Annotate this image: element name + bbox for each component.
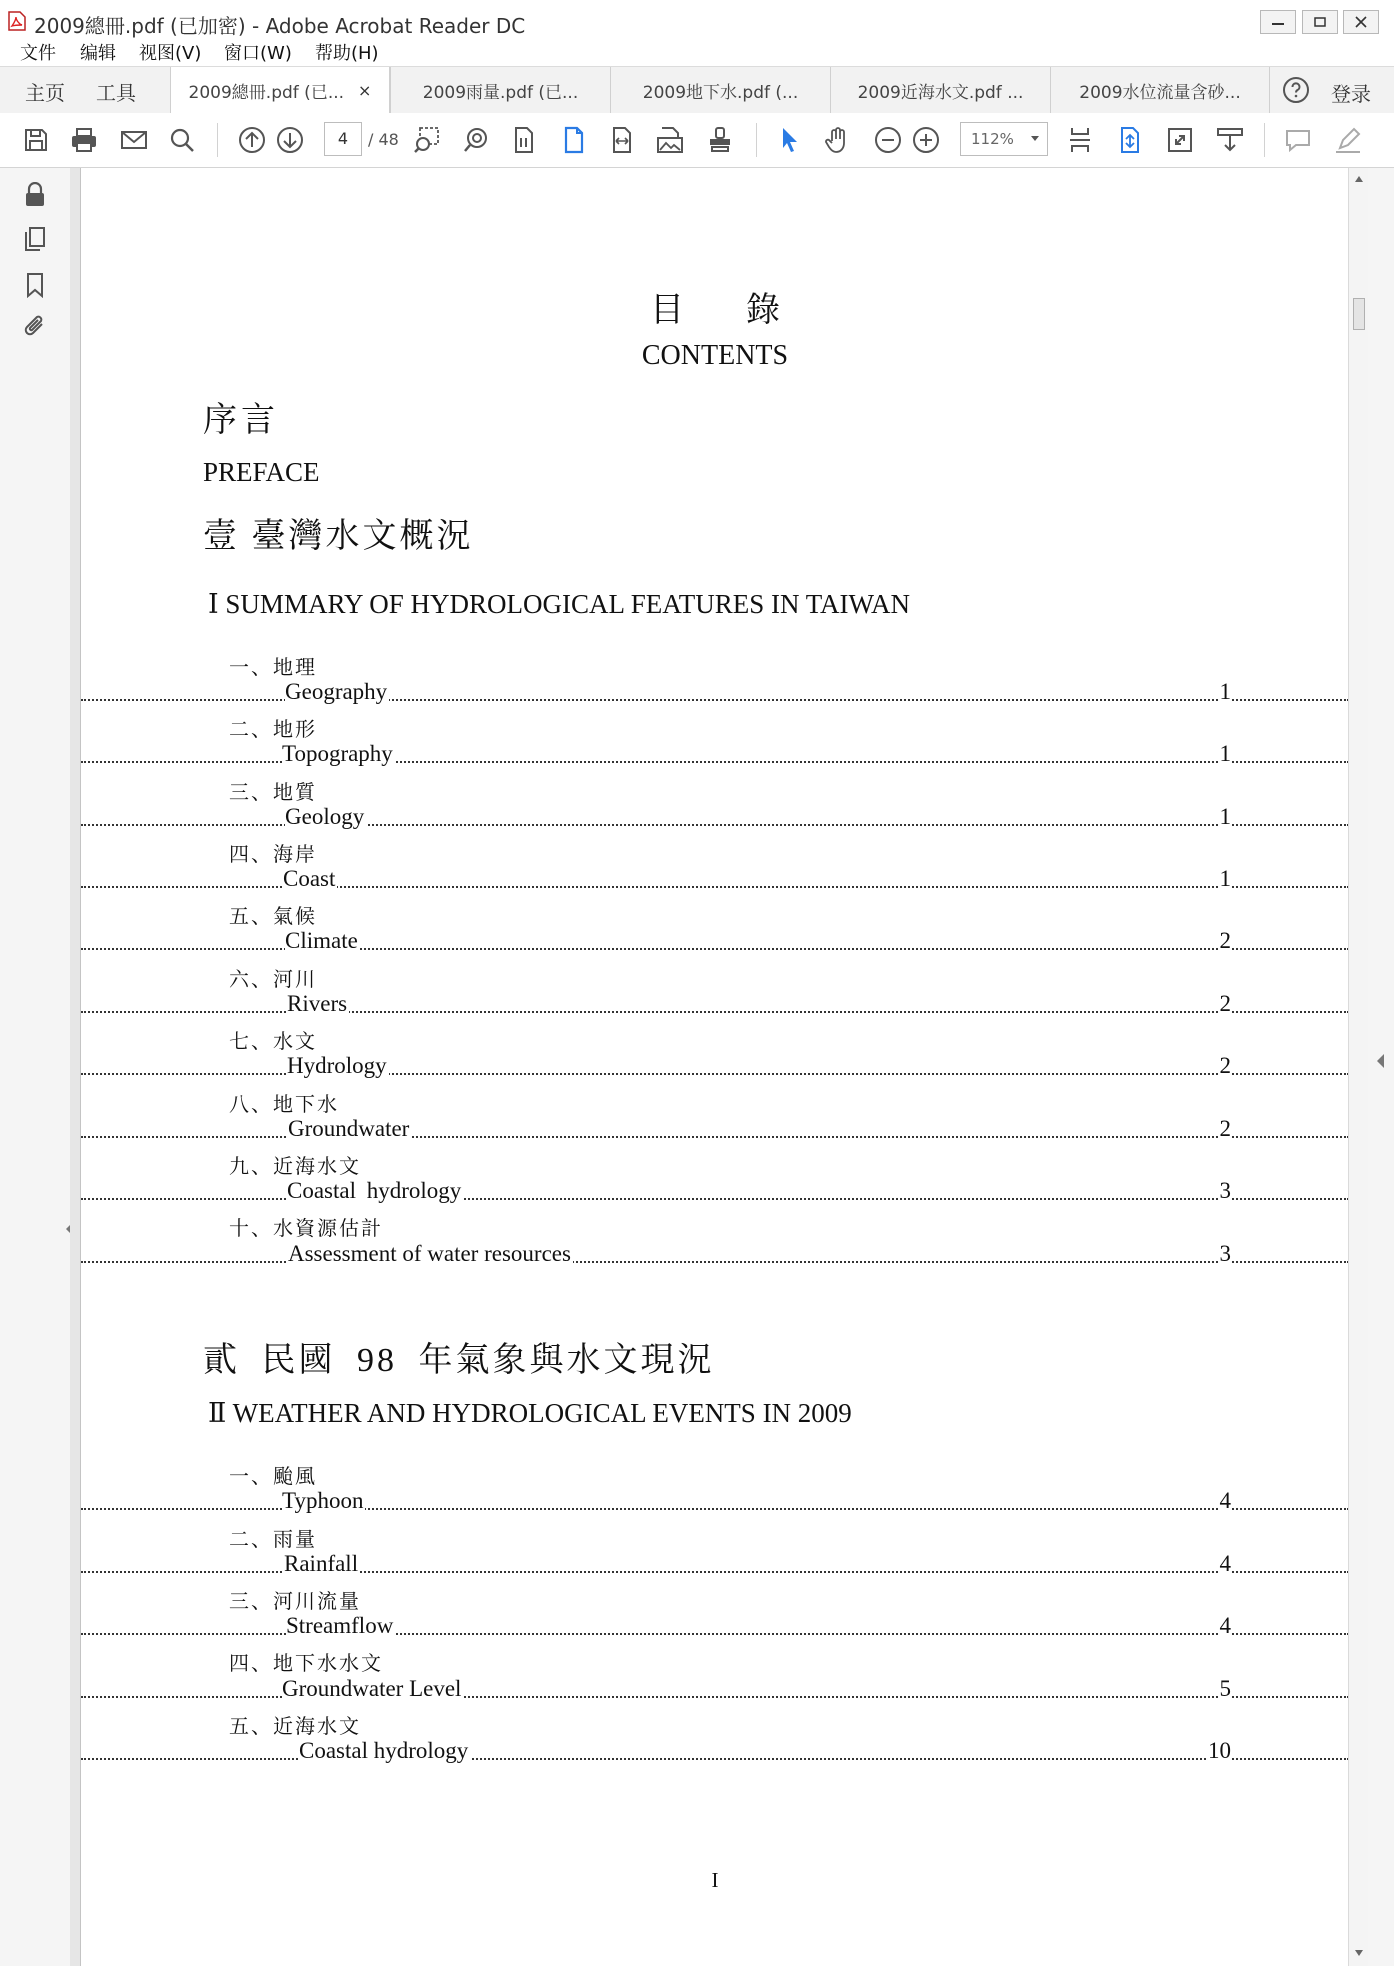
tab-bar	[0, 66, 1394, 114]
toc-item[interactable]	[81, 804, 1349, 834]
toolbar	[0, 113, 1394, 168]
section2-title-english: Ⅱ WEATHER AND HYDROLOGICAL EVENTS IN 2009	[208, 1398, 852, 1428]
toc-item[interactable]	[81, 991, 1349, 1021]
menu-view[interactable]: 视图(V)	[139, 43, 202, 64]
page-layout-icon[interactable]	[1066, 126, 1094, 154]
zoom-select[interactable]	[960, 122, 1048, 156]
comment-icon[interactable]	[1284, 126, 1312, 154]
toc-item-chinese: 四、地下水水文	[229, 1653, 383, 1675]
toc-item-chinese: 三、河川流量	[229, 1591, 361, 1613]
toc-item-page: 3	[1219, 1241, 1231, 1266]
previous-page-icon[interactable]	[238, 126, 266, 154]
left-rail	[0, 168, 71, 1966]
tab-document-4[interactable]	[830, 67, 1050, 113]
highlight-icon[interactable]	[1334, 126, 1362, 154]
contents-heading-english: CONTENTS	[641, 340, 789, 371]
toc-item-label: Rivers	[287, 991, 348, 1016]
toc-item-label: Climate	[285, 928, 358, 953]
tab-label: 2009近海水文.pdf ...	[857, 82, 1024, 103]
preface-english: PREFACE	[203, 457, 320, 487]
tab-label: 2009總冊.pdf (已...	[188, 83, 345, 103]
scroll-thumb[interactable]	[1353, 298, 1365, 330]
download-icon[interactable]	[1216, 126, 1244, 154]
toc-item-label: Assessment of water resources	[288, 1241, 571, 1266]
toc-item-chinese: 四、海岸	[229, 844, 317, 866]
select-cursor-icon[interactable]	[776, 126, 804, 154]
tab-label: 2009水位流量含砂...	[1079, 82, 1241, 103]
toc-item-label: Topography	[282, 741, 393, 766]
toc-item[interactable]	[81, 1116, 1349, 1146]
fit-width-icon[interactable]	[608, 126, 636, 154]
toc-item-page: 4	[1219, 1551, 1231, 1576]
section1-title-english: Ⅰ SUMMARY OF HYDROLOGICAL FEATURES IN TAIWAN	[208, 589, 911, 619]
home-link[interactable]: 主页	[25, 81, 65, 105]
toc-item-page: 2	[1219, 1053, 1231, 1078]
toc-item-chinese: 二、地形	[229, 719, 317, 741]
toc-item-page: 10	[1208, 1738, 1231, 1763]
tab-document-1[interactable]	[170, 67, 390, 114]
login-link[interactable]: 登录	[1331, 82, 1371, 106]
toc-item-label: Geology	[285, 804, 365, 829]
preface-chinese: 序言	[203, 402, 279, 439]
chevron-down-icon	[1031, 136, 1039, 141]
tab-close-icon[interactable]: ×	[358, 81, 372, 100]
toc-item[interactable]	[81, 741, 1349, 771]
toc-item-label: Groundwater	[288, 1116, 410, 1141]
toc-item[interactable]	[81, 1551, 1349, 1581]
tab-label: 2009地下水.pdf (...	[642, 82, 799, 103]
scroll-up-icon[interactable]	[1355, 176, 1363, 182]
menu-edit[interactable]: 编辑	[80, 43, 116, 64]
tab-label: 2009雨量.pdf (已...	[422, 82, 579, 103]
toc-item-chinese: 五、近海水文	[229, 1716, 361, 1738]
minimize-button[interactable]	[1260, 10, 1296, 34]
help-icon[interactable]	[1282, 76, 1310, 104]
tab-document-3[interactable]	[610, 67, 830, 113]
menu-help[interactable]: 帮助(H)	[315, 43, 379, 64]
fit-page-icon[interactable]	[560, 126, 588, 154]
bookmark-icon[interactable]	[22, 272, 48, 298]
toc-item[interactable]	[81, 1241, 1349, 1271]
vertical-scrollbar[interactable]	[1348, 168, 1369, 1966]
toc-item-label: Hydrology	[287, 1053, 387, 1078]
scroll-mode-icon[interactable]	[1116, 126, 1144, 154]
toc-item-chinese: 十、水資源估計	[229, 1218, 383, 1240]
stamp-icon[interactable]	[706, 126, 734, 154]
section1-title-chinese: 壹 臺灣水文概況	[203, 518, 474, 555]
toc-item-label: Typhoon	[282, 1488, 364, 1513]
tools-link[interactable]: 工具	[96, 81, 136, 105]
toc-item-chinese: 一、地理	[229, 657, 317, 679]
toc-item[interactable]	[81, 1613, 1349, 1643]
toc-item-label: Groundwater Level	[282, 1676, 462, 1701]
lock-icon[interactable]	[22, 182, 48, 208]
pdf-page	[80, 168, 1349, 1966]
zoom-tool-icon[interactable]	[462, 126, 490, 154]
document-area[interactable]	[70, 168, 1348, 1966]
toc-item-chinese: 六、河川	[229, 969, 317, 991]
right-panel-toggle-icon[interactable]	[1377, 1054, 1384, 1068]
toc-item-chinese: 三、地質	[229, 782, 317, 804]
right-rail	[1368, 168, 1394, 1966]
toc-item-chinese: 五、氣候	[229, 906, 317, 928]
toc-item[interactable]	[81, 679, 1349, 709]
toc-item[interactable]	[81, 866, 1349, 896]
toc-item-chinese: 八、地下水	[229, 1094, 339, 1116]
toc-item-chinese: 九、近海水文	[229, 1156, 361, 1178]
page-number-input[interactable]: 4	[324, 122, 362, 156]
toc-item-page: 2	[1219, 1116, 1231, 1141]
contents-heading-chinese: 目錄	[650, 292, 842, 329]
toc-item-label: Rainfall	[284, 1551, 359, 1576]
search-icon[interactable]	[168, 126, 196, 154]
toc-item-page: 2	[1219, 991, 1231, 1016]
toc-item-label: Streamflow	[286, 1613, 394, 1638]
tab-document-2[interactable]	[390, 67, 610, 113]
toc-item-label: Coastal hydrology	[287, 1178, 462, 1203]
toc-item-page: 1	[1219, 866, 1231, 891]
toc-item[interactable]	[81, 1053, 1349, 1083]
menu-window[interactable]: 窗口(W)	[224, 43, 292, 64]
scroll-down-icon[interactable]	[1355, 1950, 1363, 1956]
full-screen-icon[interactable]	[1166, 126, 1194, 154]
zoom-value: 112%	[971, 130, 1014, 148]
toc-item-chinese: 一、颱風	[229, 1466, 317, 1488]
pdf-file-icon	[8, 11, 26, 31]
toc-item-label: Coast	[283, 866, 336, 891]
toc-item-page: 5	[1219, 1676, 1231, 1701]
marquee-zoom-icon[interactable]	[413, 126, 441, 154]
toc-item-page: 4	[1219, 1488, 1231, 1513]
pages-icon[interactable]	[22, 226, 48, 252]
menu-bar	[0, 38, 1394, 66]
toc-item-chinese: 二、雨量	[229, 1529, 317, 1551]
toc-item-page: 4	[1219, 1613, 1231, 1638]
toc-item-chinese: 七、水文	[229, 1031, 317, 1053]
toc-item[interactable]	[81, 1738, 1349, 1768]
image-edit-icon[interactable]	[656, 126, 684, 154]
title-bar	[0, 0, 1394, 43]
toc-item-label: Coastal hydrology	[299, 1738, 469, 1763]
close-window-button[interactable]	[1343, 10, 1379, 34]
tab-document-5[interactable]	[1050, 67, 1270, 113]
toc-item-page: 1	[1219, 741, 1231, 766]
toc-item-page: 1	[1219, 679, 1231, 704]
page-total: / 48	[368, 130, 399, 149]
zoom-in-icon[interactable]	[912, 126, 940, 154]
print-icon[interactable]	[70, 126, 98, 154]
toc-item-page: 2	[1219, 928, 1231, 953]
toc-item-page: 1	[1219, 804, 1231, 829]
window-title: 2009總冊.pdf (已加密) - Adobe Acrobat Reader DC	[34, 14, 526, 38]
actual-size-icon[interactable]	[510, 126, 538, 154]
maximize-button[interactable]	[1302, 10, 1338, 34]
toc-item[interactable]	[81, 1178, 1349, 1208]
toc-item-label: Geography	[285, 679, 388, 704]
menu-file[interactable]: 文件	[20, 43, 56, 64]
email-icon[interactable]	[120, 126, 148, 154]
toc-item[interactable]	[81, 928, 1349, 958]
toc-item[interactable]	[81, 1488, 1349, 1518]
save-icon[interactable]	[22, 126, 50, 154]
hand-tool-icon[interactable]	[824, 126, 852, 154]
toc-item-page: 3	[1219, 1178, 1231, 1203]
toc-item[interactable]	[81, 1676, 1349, 1706]
section2-title-chinese: 貳 民國 98 年氣象與水文現況	[203, 1342, 715, 1379]
attachment-icon[interactable]	[22, 314, 48, 340]
zoom-out-icon[interactable]	[874, 126, 902, 154]
next-page-icon[interactable]	[276, 126, 304, 154]
page-number: I	[711, 1868, 719, 1892]
